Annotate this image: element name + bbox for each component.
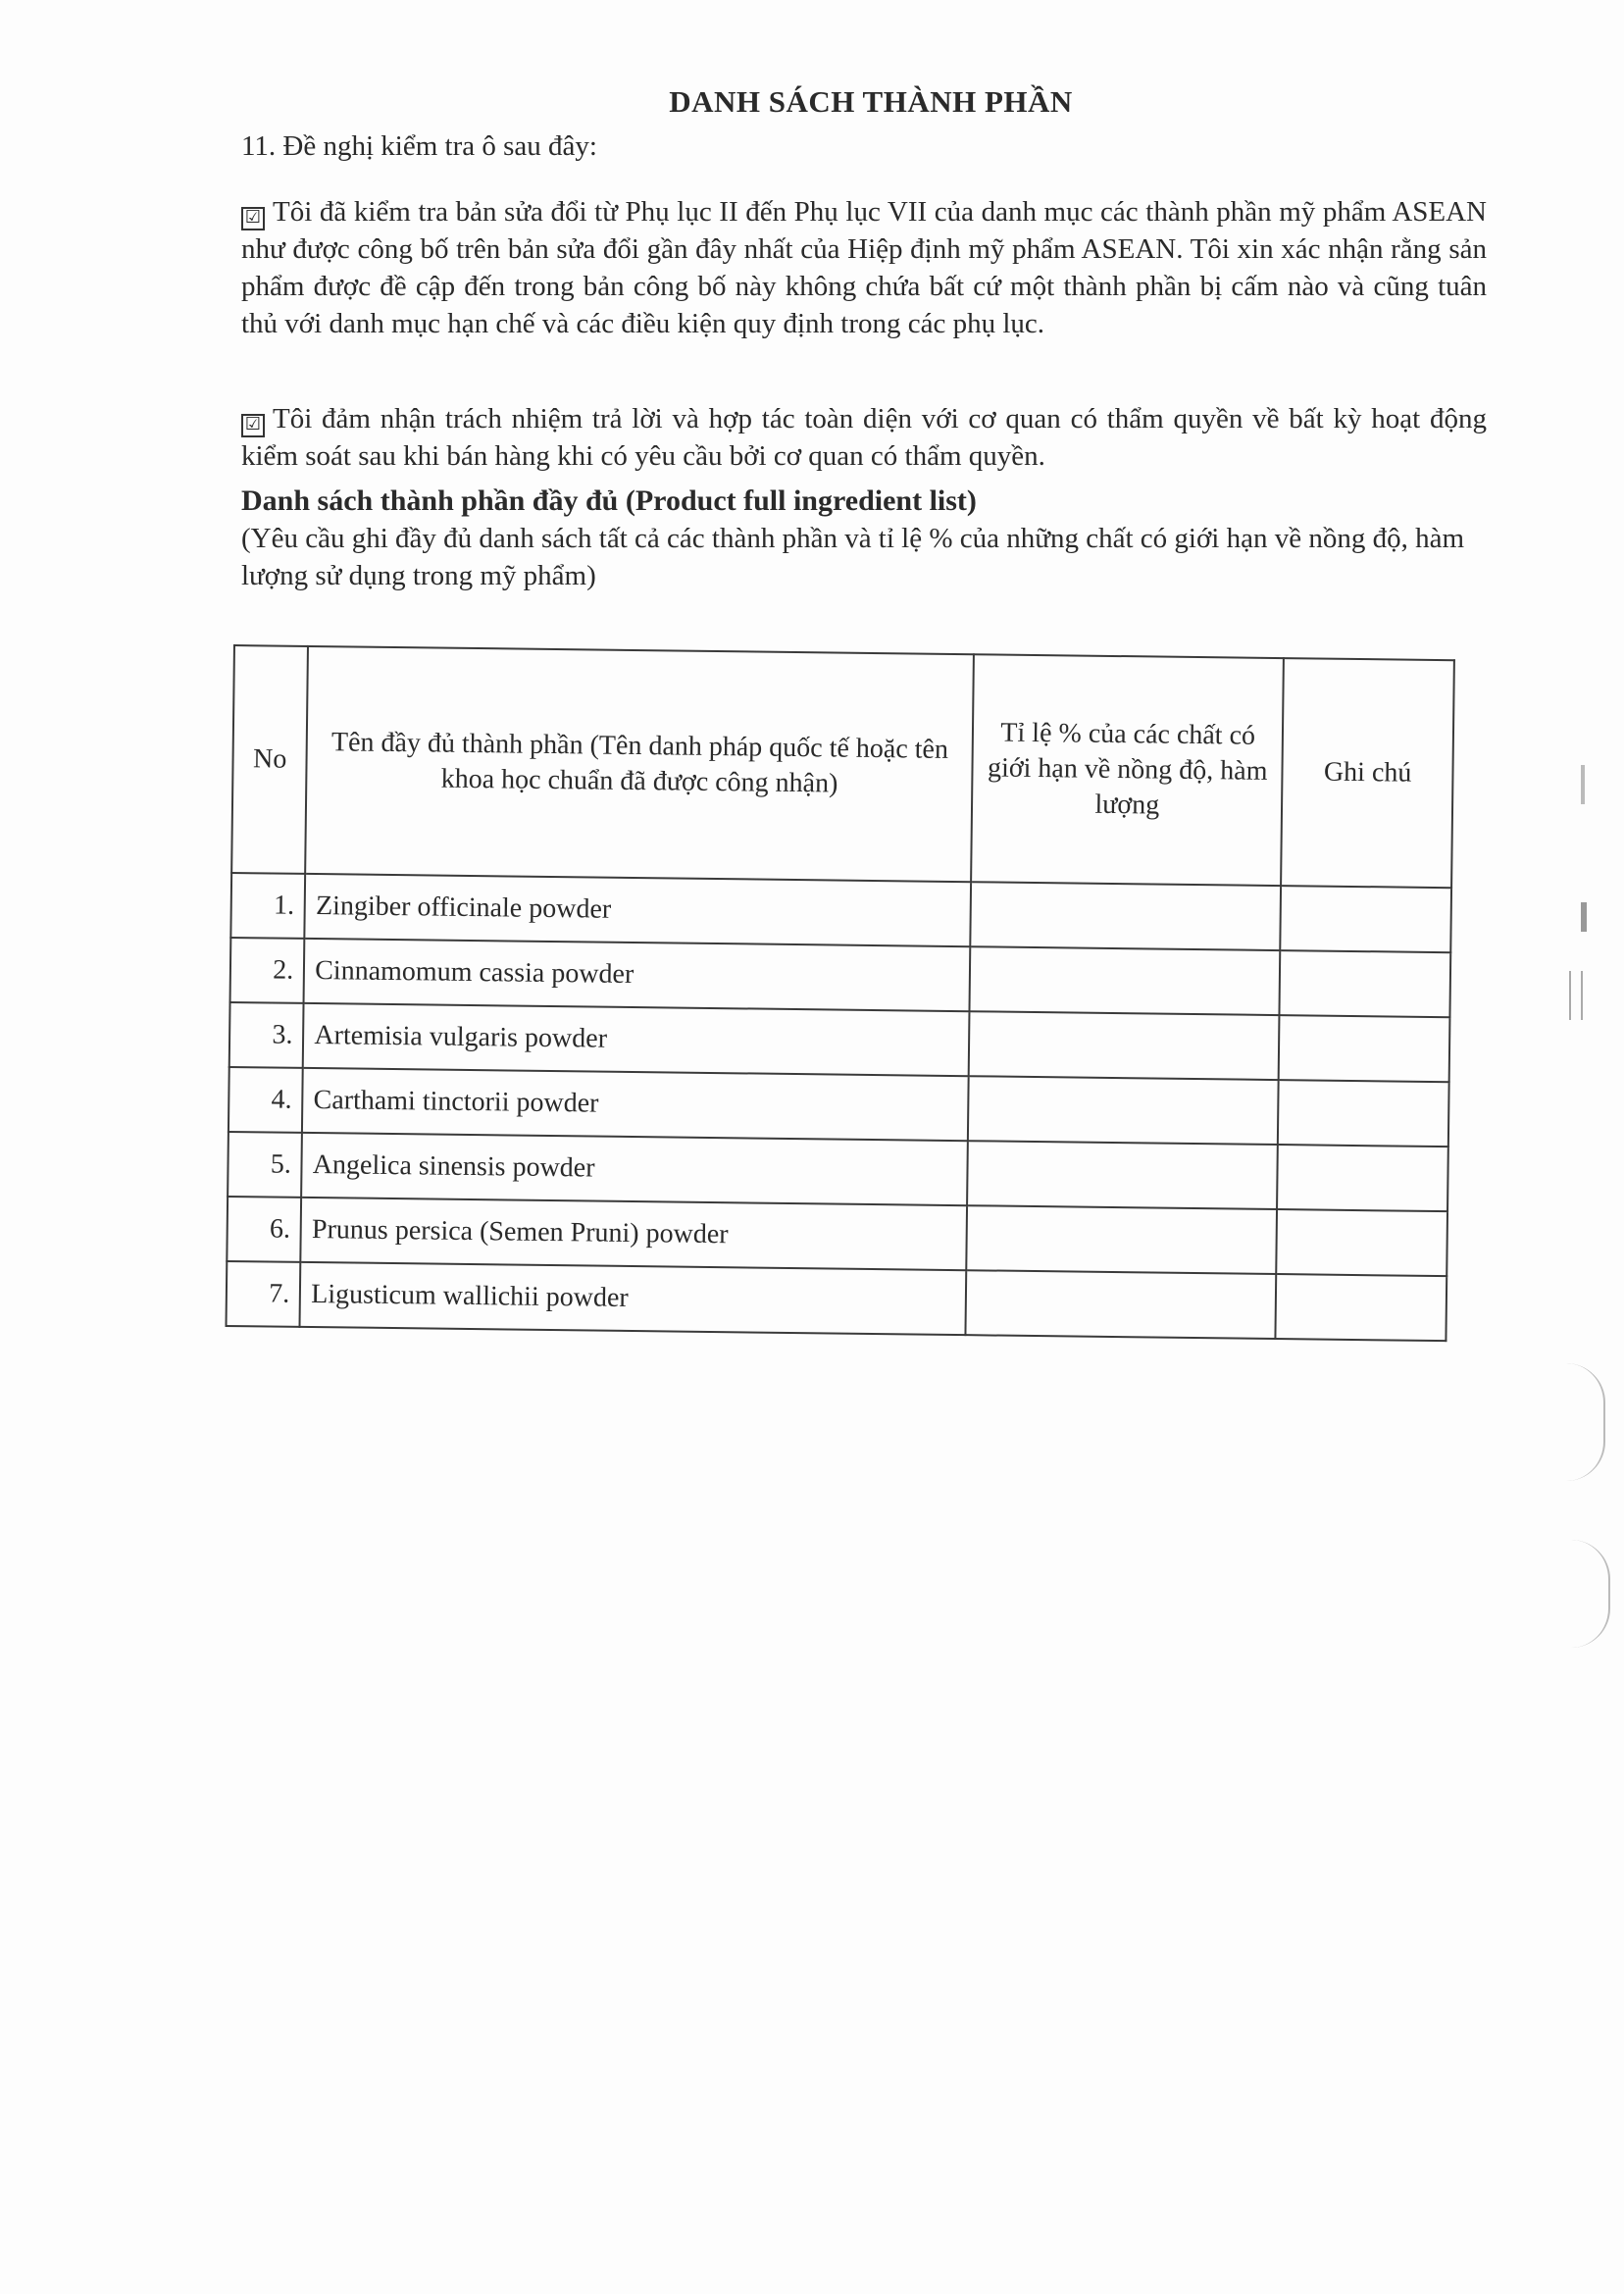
row-note	[1277, 1145, 1447, 1211]
row-note	[1280, 950, 1450, 1017]
row-note	[1277, 1209, 1447, 1276]
row-percent	[967, 1141, 1278, 1209]
row-no: 2.	[230, 938, 305, 1003]
row-note	[1278, 1080, 1448, 1147]
row-note	[1279, 1015, 1449, 1082]
row-ingredient-name: Ligusticum wallichii powder	[300, 1262, 967, 1335]
checked-checkbox-icon: ☑	[241, 414, 265, 437]
row-percent	[970, 882, 1281, 950]
ingredient-list-heading: Danh sách thành phần đầy đủ (Product full ingredient list)	[241, 484, 977, 517]
confirmation-paragraph-2	[241, 400, 1487, 475]
scan-mark	[1569, 971, 1583, 1020]
table-row	[227, 1261, 1447, 1341]
row-ingredient-name: Prunus persica (Semen Pruni) powder	[301, 1198, 968, 1270]
table-header-row	[231, 645, 1454, 888]
stamp-fragment	[1564, 1363, 1605, 1481]
row-ingredient-name: Carthami tinctorii powder	[302, 1068, 969, 1141]
confirmation-paragraph-1	[241, 193, 1487, 342]
row-note	[1276, 1274, 1446, 1341]
row-no: 1.	[230, 873, 305, 939]
row-no: 4.	[228, 1067, 303, 1133]
paragraph-2-text: Tôi đảm nhận trách nhiệm trả lời và hợp tác toàn diện với cơ quan có thẩm quyền về bất kỳ hoạt động kiểm soát sau khi bán hàng khi có yêu cầu bởi cơ quan có thẩm quyền.	[241, 403, 1487, 472]
scan-mark	[1581, 902, 1587, 932]
row-percent	[966, 1205, 1277, 1274]
ingredient-list-note: (Yêu cầu ghi đầy đủ danh sách tất cả các thành phần và tỉ lệ % của những chất có giới hạn về nồng độ, hàm lượng sử dụng trong mỹ phẩm)	[241, 523, 1465, 591]
ingredient-table	[225, 644, 1454, 1342]
row-no: 6.	[227, 1197, 301, 1262]
row-note	[1281, 886, 1451, 952]
header-note: Ghi chú	[1281, 658, 1453, 888]
row-ingredient-name: Angelica sinensis powder	[301, 1133, 968, 1205]
question-11: 11. Đề nghị kiểm tra ô sau đây:	[241, 130, 597, 162]
row-ingredient-name: Artemisia vulgaris powder	[303, 1003, 970, 1076]
row-ingredient-name: Cinnamomum cassia powder	[304, 939, 971, 1011]
document-title: DANH SÁCH THÀNH PHẦN	[669, 84, 1073, 119]
row-percent	[970, 946, 1281, 1015]
header-no: No	[231, 645, 308, 874]
row-percent	[966, 1270, 1277, 1339]
row-no: 5.	[228, 1132, 302, 1198]
row-percent	[969, 1011, 1280, 1080]
checked-checkbox-icon: ☑	[241, 207, 265, 230]
header-ingredient-name: Tên đầy đủ thành phần (Tên danh pháp quốc tế hoặc tên khoa học chuẩn đã được công nhận)	[305, 646, 974, 882]
row-no: 7.	[227, 1261, 301, 1327]
header-percent: Tỉ lệ % của các chất có giới hạn về nồng độ, hàm lượng	[971, 654, 1284, 886]
stamp-fragment	[1559, 1540, 1610, 1648]
scan-mark	[1581, 765, 1585, 804]
row-percent	[968, 1076, 1279, 1145]
row-ingredient-name: Zingiber officinale powder	[305, 874, 972, 946]
row-no: 3.	[229, 1002, 304, 1068]
paragraph-1-text: Tôi đã kiểm tra bản sửa đổi từ Phụ lục II đến Phụ lục VII của danh mục các thành phần mỹ phẩm ASEAN như được công bố trên bản sửa đổi gần đây nhất của Hiệp định mỹ phẩm ASEAN. Tôi xin xác nhận rằng sản phẩm được đề cập đến trong bản công bố này không chứa bất cứ một thành phần bị cấm nào và cũng tuân thủ với danh mục hạn chế và các điều kiện quy định trong các phụ lục.	[241, 196, 1487, 339]
